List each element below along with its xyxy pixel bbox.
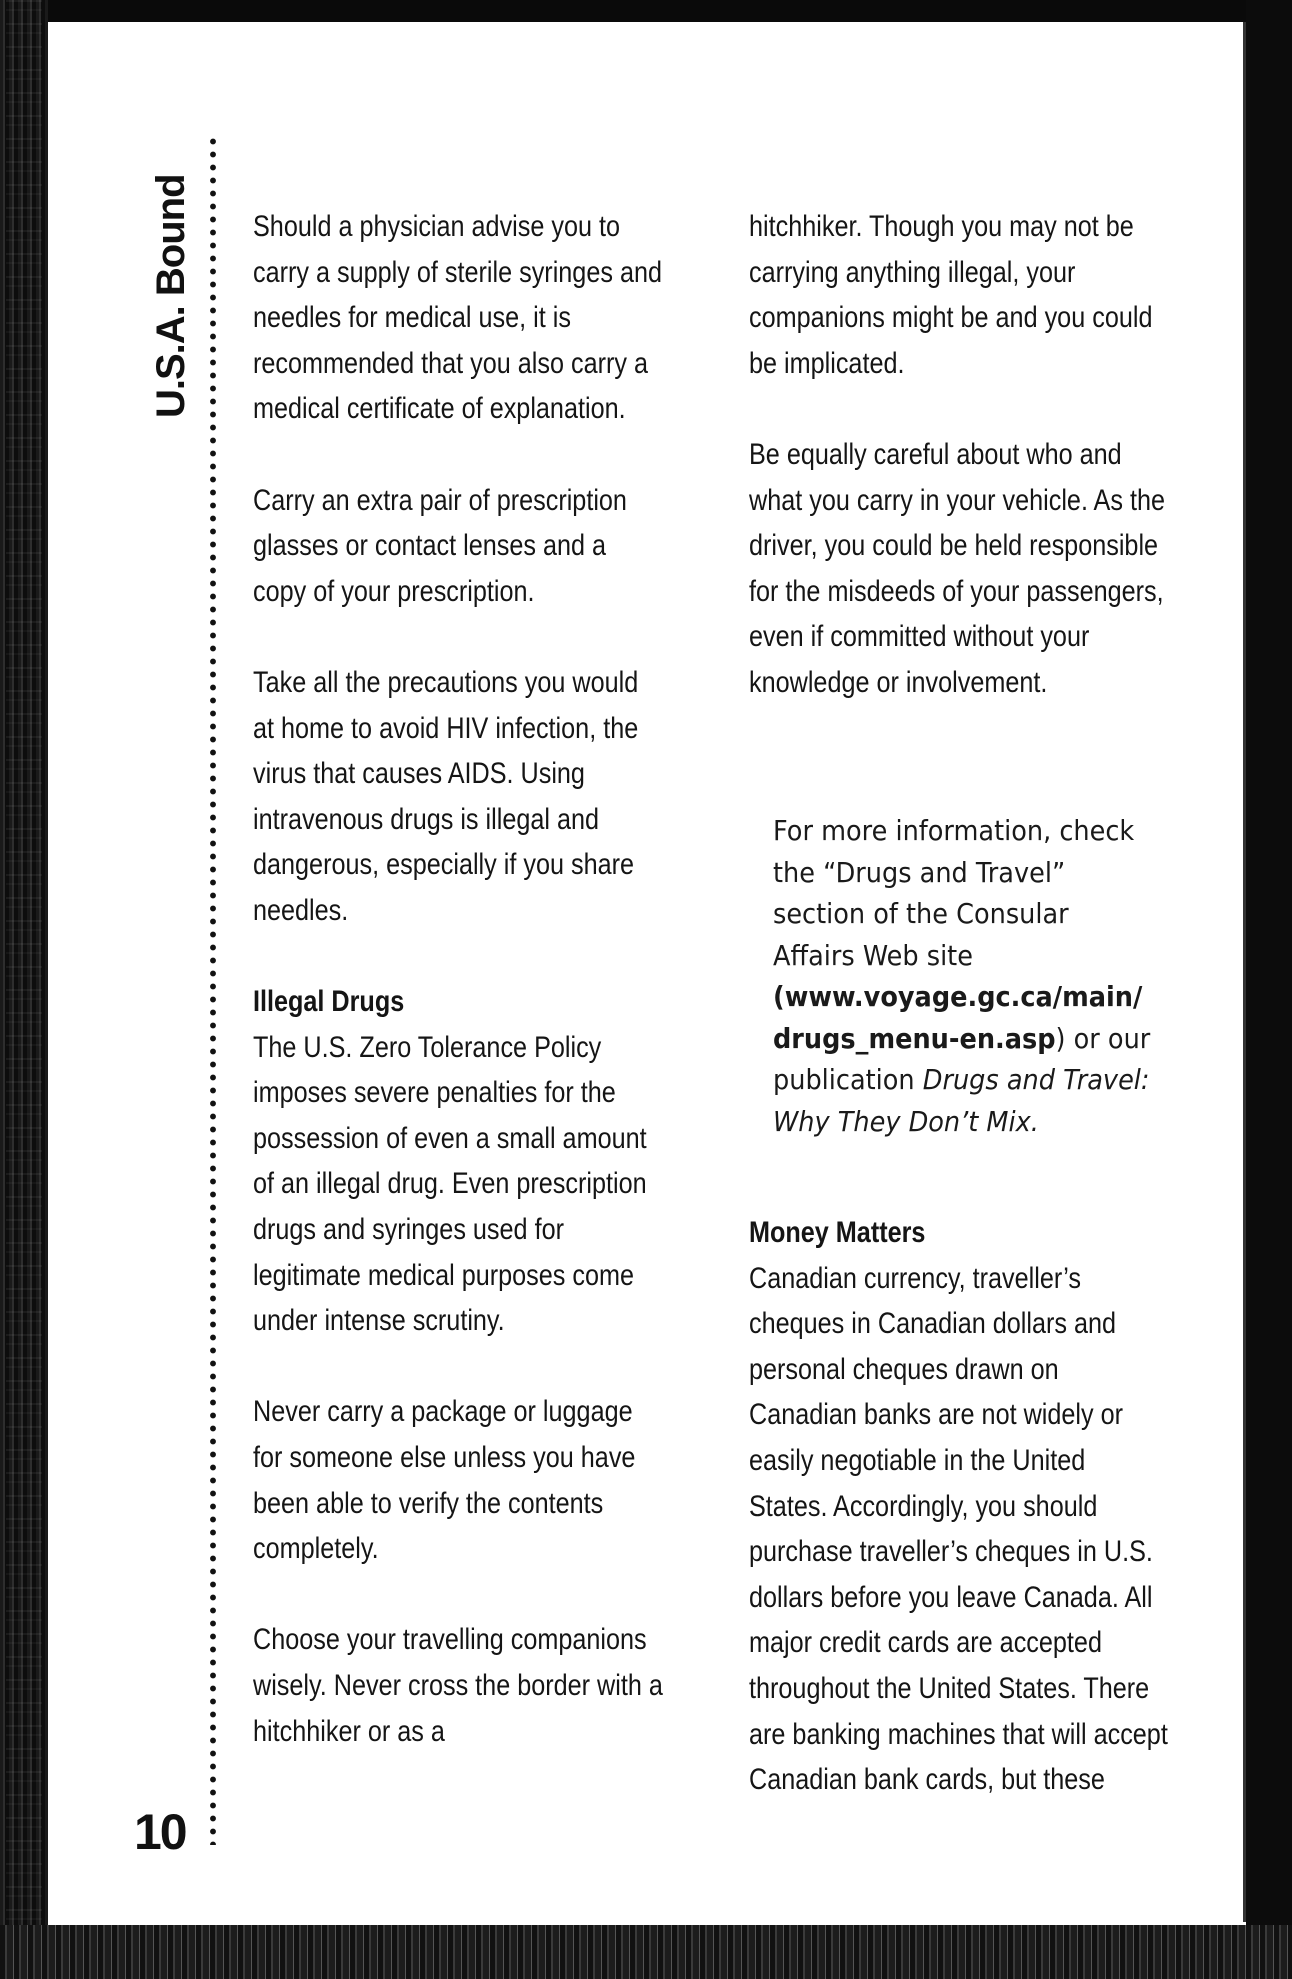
paragraph-package: Never carry a package or luggage for someone else unless you have been able to verify the contents completely.: [253, 1395, 636, 1566]
paragraph-currency: Canadian currency, traveller’s cheques in Canadian dollars and personal cheques drawn on Canadian banks are not widely or easily negotiable in the United States. Accordingly, you should purchase traveller’s cheques in U.S. dollars before you leave Canada. All major credit cards are accepted throughout the United States. There are banking machines that will accept Canadian bank cards, but these: [749, 1261, 1168, 1797]
money-matters-section: [749, 1210, 1169, 1848]
scan-border-right: [1246, 0, 1292, 1979]
paragraph-zero-tolerance: The U.S. Zero Tolerance Policy imposes severe penalties for the possession of even a small amount of an illegal drug. Even prescription drugs and syringes used for legitimate medical purposes come under intense scrutiny.: [253, 1030, 647, 1338]
info-after-url: ) or our publication: [773, 1022, 1151, 1096]
page-edge-line: [1243, 22, 1246, 1922]
left-column: [253, 204, 665, 1800]
paragraph-hitchhiker: hitchhiker. Though you may not be carrying anything illegal, your companions might be and you could be implicated.: [749, 210, 1153, 380]
paragraph-companions: Choose your travelling companions wisely. Never cross the border with a hitchhiker or as a: [253, 1623, 663, 1748]
heading-money-matters: Money Matters: [749, 1216, 926, 1249]
paragraph-glasses: Carry an extra pair of prescription glasses or contact lenses and a copy of your prescription.: [253, 483, 627, 608]
paragraph-syringes: Should a physician advise you to carry a supply of sterile syringes and needles for medical use, it is recommended that you also carry a medical certificate of explanation.: [253, 210, 662, 426]
paragraph-hiv: Take all the precautions you would at home to avoid HIV infection, the virus that causes AIDS. Using intravenous drugs is illegal and dangerous, especially if you share needles.: [253, 665, 639, 927]
info-callout: [773, 811, 1154, 1143]
publication-title: Drugs and Travel: Why They Don’t Mix.: [773, 1064, 1150, 1138]
running-title: [145, 128, 197, 418]
info-lead: For more information, check the “Drugs and Travel” section of the Consular Affairs Web site: [773, 815, 1135, 972]
dotted-rule: [208, 135, 218, 1845]
scan-border-texture: [6, 0, 42, 1979]
scan-border-top: [0, 0, 1292, 22]
consular-url-link[interactable]: (www.voyage.gc.ca/main/ drugs_menu-en.asp: [773, 981, 1143, 1055]
paragraph-vehicle: Be equally careful about who and what you carry in your vehicle. As the driver, you could be held responsible for the misdeeds of your passengers, even if committed without your knowledge or involvement.: [749, 437, 1165, 699]
page-number: 10: [134, 1804, 186, 1860]
heading-illegal-drugs: Illegal Drugs: [253, 985, 405, 1019]
scan-border-bottom: [0, 1925, 1292, 1979]
running-title-text: U.S.A. Bound: [149, 174, 193, 418]
right-column: [749, 204, 1169, 751]
